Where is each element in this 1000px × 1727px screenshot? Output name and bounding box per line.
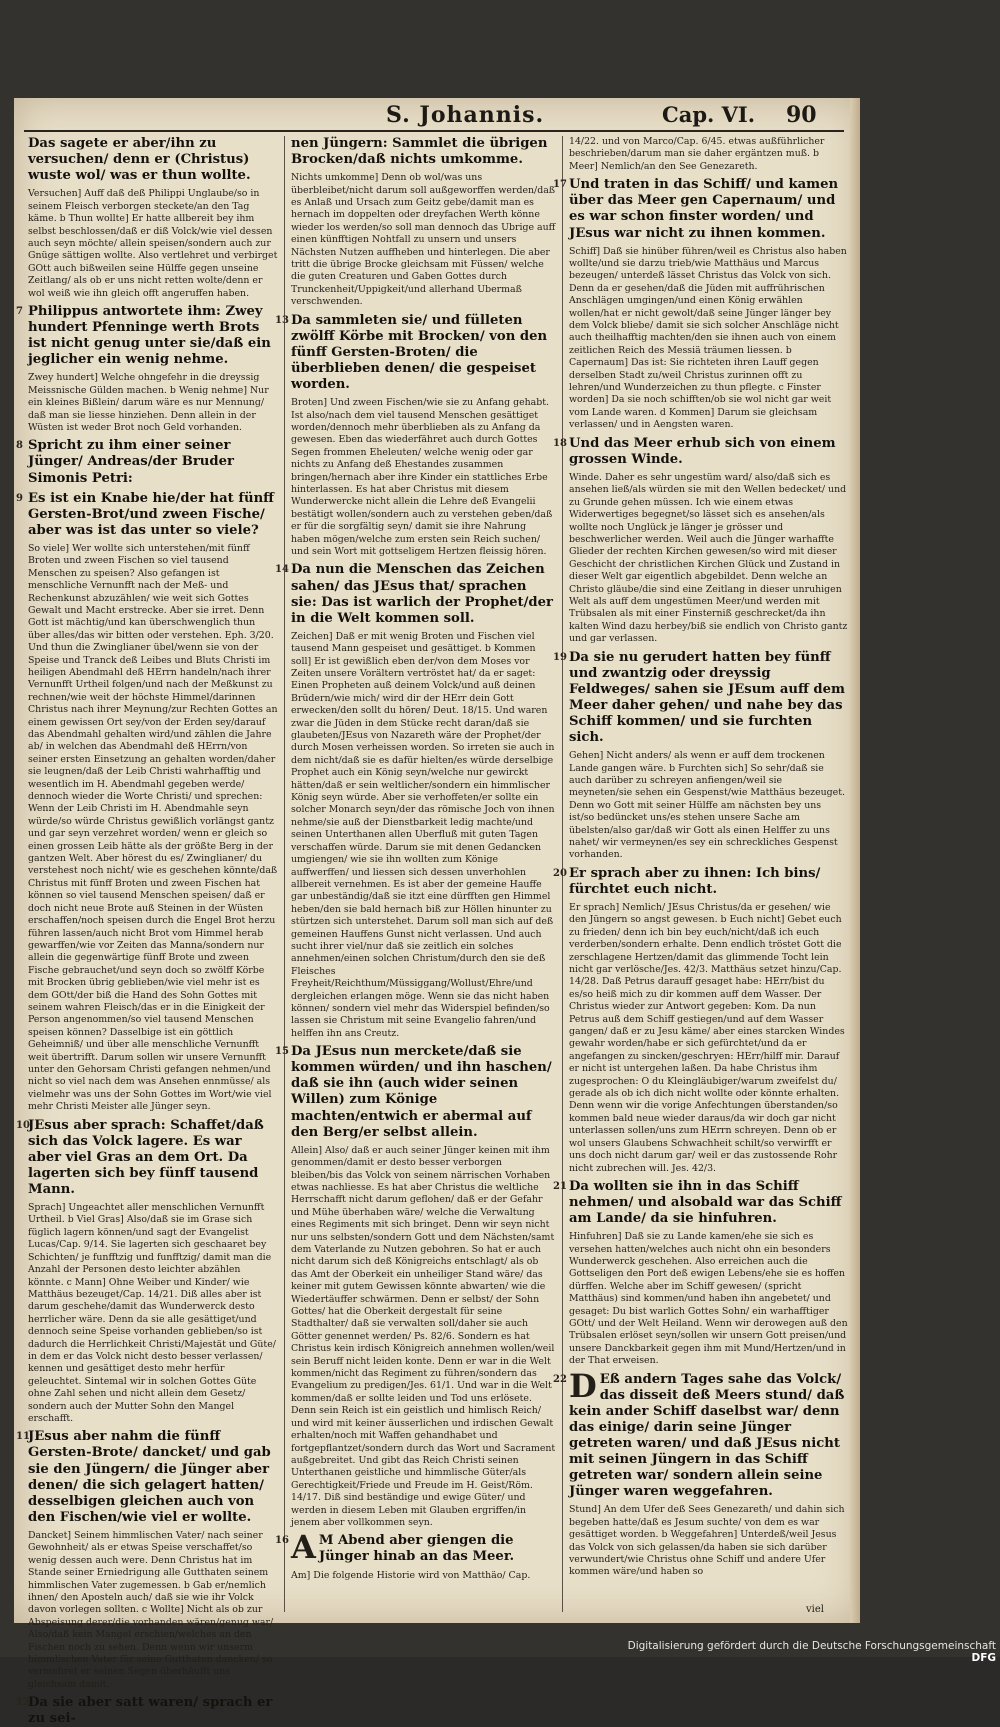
dfg-logo: DFG xyxy=(971,1652,996,1664)
gloss-text: Gehen] Nicht anders/ als wenn er auff dem trockenen Lande gangen wäre. b Furchten sich] So sehr/daß sie auch darüber zu schreyen anfiengen/weil sie meyneten/sie sehen ein Gespenst/wie Matthäus bezeuget. Denn wo Gott mit seiner Hülffe am nächsten bey uns ist/so bedüncket uns/es stehen unsere Sache am übelsten/also gar/daß wir Gott als einen Helffer zu uns nahet/ wir vermeynen/es sey ein schreckliches Gespenst vorhanden. xyxy=(569,750,845,861)
gloss-block xyxy=(28,1202,278,1425)
verse-block xyxy=(275,1044,556,1141)
verse-text: Das sagete er aber/ihn zu versuchen/ denn er (Christus) wuste wol/ was er thun wollte. xyxy=(28,136,251,184)
gloss-block xyxy=(569,1504,848,1578)
gloss-block xyxy=(291,631,556,1040)
gloss-block xyxy=(291,397,556,558)
gloss-text: Winde. Daher es sehr ungestüm ward/ also/daß sich es ansehen ließ/als würden sie mit den Wellen bedecket/ und zu Grunde gehen müssen. Ich wie einem etwas Widerwertiges begegnet/so lässet sich es ansehen/als wollte noch Unglück je länger je grösser und beschwerlicher werden. Weil auch die Jünger warhaffte Glieder der rechten Kirchen gewesen/so wird mit dieser Geschicht der christlichen Kirchen Glück und Zustand in dieser Welt gar eigentlich abgebildet. Denn welche an Christo gläube/die sind eine Zeitlang in dieser unruhigen Welt als auff dem ungestümen Meer/und werden mit Trübsalen als mit einer Finsterniß geschrecket/da ihn kalten Wind dazu herbey/biß sie endlich von Christo gantz und gar verlassen. xyxy=(569,471,848,645)
gloss-block xyxy=(291,1145,556,1530)
verse-number: 22 xyxy=(553,1373,567,1385)
running-title: S. Johannis. xyxy=(386,102,545,128)
gloss-block xyxy=(28,1530,278,1691)
verse-number: 11 xyxy=(16,1431,30,1443)
text-column-left xyxy=(16,136,278,1727)
gloss-block xyxy=(569,472,848,646)
gloss-block xyxy=(569,750,848,862)
verse-text: nen Jüngern: Sammlet die übrigen Brocken/daß nichts umkomme. xyxy=(291,136,548,168)
verse-text: M Abend aber giengen die Jünger hinab an das Meer. xyxy=(318,1533,515,1565)
verse-text: Da sammleten sie/ und fülleten zwölff Körbe mit Brocken/ von den fünff Gersten-Broten/ die überblieben denen/ die gespeiset worden. xyxy=(291,312,548,393)
verse-text: Spricht zu ihm einer seiner Jünger/ Andreas/der Bruder Simonis Petri: xyxy=(28,438,234,486)
verse-block xyxy=(275,312,556,393)
gloss-block xyxy=(569,136,848,173)
gloss-text: Broten] Und zween Fischen/wie sie zu Anfang gehabt. Ist also/nach dem viel tausend Menschen gesättiget worden/dennoch mehr überblieben als zu Anfang da gewesen. Eben das wiederfähret auch durch Gottes Segen frommen Eheleuten/ welche wenig oder gar nichts zu Anfang deß Ehestandes zusammen bringen/hernach aber ihre Kinder ein stattliches Erbe hinterlassen. Es hat aber Christus mit diesem Wunderwercke nicht allein die Lehre deß Evangelii bestätigt wollen/sondern auch zu verstehen geben/daß er für die sorgfältig seyn/ damit sie ihre Nahrung haben mögen/welche zum ersten sein Reich suchen/ und sein Wort mit gottseligem Hertzen fleissig hören. xyxy=(291,397,553,557)
verse-text: Und das Meer erhub sich von einem grossen Winde. xyxy=(569,435,836,467)
catchword: viel xyxy=(806,1604,824,1615)
verse-number: 13 xyxy=(275,314,289,326)
verse-number: 10 xyxy=(16,1119,30,1131)
verse-text: Und traten in das Schiff/ und kamen über das Meer gen Capernaum/ und es war schon finster worden/ und JEsus war nicht zu ihnen kommen. xyxy=(569,177,839,241)
gloss-text: Am] Die folgende Historie wird von Matthäo/ Cap. xyxy=(291,1569,531,1581)
gloss-block xyxy=(28,372,278,434)
verse-text: Es ist ein Knabe hie/der hat fünff Gersten-Brot/und zween Fische/ aber was ist das unter so viele? xyxy=(28,490,275,538)
text-column-middle xyxy=(275,136,556,1612)
drop-initial: A xyxy=(291,1528,316,1567)
verse-number: 8 xyxy=(16,440,23,452)
verse-block xyxy=(553,435,848,468)
verse-number: 19 xyxy=(553,651,567,663)
digitization-credit xyxy=(604,1640,996,1664)
verse-block xyxy=(553,1366,848,1501)
verse-number: 20 xyxy=(553,867,567,879)
verse-text: JEsus aber nahm die fünff Gersten-Brote/ dancket/ und gab sie den Jüngern/ die Jünger aber denen/ die sich gelagert hatten/ desselbigen gleichen auch von den Fischen/wie viel er wollte. xyxy=(28,1429,271,1525)
verse-number: 15 xyxy=(275,1046,289,1058)
verse-block xyxy=(275,1528,556,1567)
gloss-text: Nichts umkomme] Denn ob wol/was uns überbleibet/nicht darum soll außgeworffen werden/daß es Anlaß und Ursach zum Geitz gebe/damit man es hernach im doppelten oder dreyfachen Werth könne wieder los werden/so soll man dennoch das Ubrige auff einen künfftigen Nohtfall zu unsern und unsers Nächsten Nutzen auffheben und hinterlegen. Die aber tritt die übrige Brocke gleichsam mit Füssen/ welche die guten Creaturen und Gaben Gottes durch Trunckenheit/Uppigkeit/und allerhand Ubermaß verschwenden. xyxy=(291,172,556,308)
gloss-text: Schiff] Daß sie hinüber führen/weil es Christus also haben wollte/und sie darzu trieb/wie Matthäus und Marcus bezeugen/ unterdeß lässet Christus das Volck von sich. Denn da er gesehen/daß die Jüden mit auffrührischen Anschlägen umgingen/und einen König erwählen wollen/hat er nicht gewolt/daß seine Jünger länger bey dem Volck bliebe/ damit sie sich solcher Anschläge nicht auch theilhafftig machten/den sie ihnen auch von einem zeitlichen Reich des Messiä träumen liessen. b Capernaum] Das ist: Sie richteten ihren Lauff gegen derselben Stadt zu/weil Christus zurinnen offt zu lehren/und Wunderzeichen zu thun pflegte. c Finster worden] Da sie noch schifften/ob sie wol nicht gar weit vom Lande waren. d Kommen] Darum sie gleichsam verlassen/ und in Aengsten waren. xyxy=(569,245,847,431)
verse-text: Da sie aber satt waren/ sprach er zu sei- xyxy=(28,1695,273,1727)
verse-number: 17 xyxy=(553,179,567,191)
verse-block xyxy=(28,136,278,184)
gloss-text: Versuchen] Auff daß deß Philippi Unglaube/so in seinem Fleisch verborgen steckete/an den Tag käme. b Thun wollte] Er hatte allbereit bey ihm selbst beschlossen/daß er diß Volck/wie viel dessen auch seyn möchte/ allein speisen/sondern auch zur Gnüge sättigen wollte. Also vertlehret und verbirget GOtt auch bißweilen seine Hülffe gegen unseine Zeitlang/ als ob er uns nicht retten wolte/denn er wol weiß wie ihn gleich offt angeruffen haben. xyxy=(28,188,278,299)
verse-block xyxy=(553,177,848,241)
page-edge xyxy=(850,98,860,1623)
verse-text: Da nun die Menschen das Zeichen sahen/ das JEsus that/ sprachen sie: Das ist warlich der Prophet/der in die Welt kommen soll. xyxy=(291,562,553,626)
verse-number: 14 xyxy=(275,564,289,576)
gloss-block xyxy=(569,246,848,432)
verse-number: 12 xyxy=(16,1697,30,1709)
verse-block xyxy=(553,865,848,898)
verse-text: Philippus antwortete ihm: Zwey hundert Pfenninge werth Brots ist nicht genug unter sie/daß ein jeglicher ein wenig nehme. xyxy=(28,303,271,368)
verse-number: 18 xyxy=(553,437,567,449)
verse-block xyxy=(16,1695,278,1727)
verse-block xyxy=(16,1429,278,1526)
verse-block xyxy=(553,1178,848,1227)
gloss-block xyxy=(28,543,278,1114)
verse-text: Da wollten sie ihn in das Schiff nehmen/ und alsobald war das Schiff am Lande/ da sie hinfuhren. xyxy=(569,1178,842,1227)
verse-block xyxy=(16,303,278,368)
verse-block xyxy=(16,1117,278,1198)
verse-text: JEsus aber sprach: Schaffet/daß sich das Volck lagere. Es war aber viel Gras an dem Ort. Da lagerten sich bey fünff tausend Mann. xyxy=(28,1117,264,1197)
verse-number: 16 xyxy=(275,1535,289,1547)
verse-block xyxy=(275,562,556,626)
page-number: 90 xyxy=(786,102,817,128)
header-rule xyxy=(24,130,844,132)
gloss-block xyxy=(569,902,848,1175)
verse-number: 7 xyxy=(16,305,23,317)
credit-text: Digitalisierung gefördert durch die Deutsche Forschungsgemeinschaft xyxy=(627,1640,996,1652)
gloss-text: Zeichen] Daß er mit wenig Broten und Fischen viel tausend Mann gespeiset und gesättiget. b Kommen soll] Er ist gewißlich eben der/von dem Moses vor Zeiten unsere Vorältern vertröstet hat/ da er saget: Einen Propheten auß deinem Volck/und auß deinen Brüdern/wie mich/ wird dir der HErr dein Gott erwecken/den sollt du hören/ Deut. 18/15. Und waren zwar die Jüden in dem Stücke recht daran/daß sie glaubeten/JEsus von Nazareth wäre der Prophet/der durch Mosen verheissen worden. So irreten sie auch in dem nicht/daß sie es dafür hielten/es würde derselbige Prophet auch ein König seyn/welche nur gewirckt hätten/daß er sein weltlicher/sondern ein himmlischer König seyn würde. Aber sie verhoffeten/er sollte ein solcher Monarch seyn/der das römische Joch von ihnen nehme/sie auß der Dienstbarkeit ledig machte/und seinen Unterthanen allen Uberfluß mit guten Tagen verschaffen würde. Darum sie mit denen Gedancken umgiengen/ wie sie ihn wollten zum Könige auffwerffen/ und liessen sich dessen unverhohlen allbereit vernehmen. Es ist aber der gemeine Hauffe gar unbeständig/daß sie itzt eine dürfften gen Himmel heben/den sie bald hernach biß zur Höllen hinunter zu stürtzen sich unterstehet. Darum soll man sich auf deß gemeinen Hauffens Gunst nicht verlassen. Und auch sucht ihrer viel/nur daß sie zeitlich ein solches annehmen/einen solchen Christum/durch den sie deß Fleisches Freyheit/Reichthum/Müssiggang/Wollust/Ehre/und dergleichen erlangen möge. Wenn sie das nicht haben können/ sondern viel mehr das Widerspiel befinden/so lassen sie Christum mit seine Evangelio fahren/und helffen ihn ans Creutz. xyxy=(291,630,555,1039)
verse-text: Da sie nu gerudert hatten bey fünff und zwantzig oder dreyssig Feldweges/ sahen sie JEsum auff dem Meer daher gehen/ und nahe bey das Schiff kommen/ und sie furchten sich. xyxy=(569,649,845,746)
running-head xyxy=(14,98,860,132)
gloss-text: Stund] An dem Ufer deß Sees Genezareth/ und dahin sich begeben hatte/daß es Jesum suchte/ von dem es war gesättiget worden. b Weggefahren] Unterdeß/weil Jesus das Volck von sich gelassen/da haben sie sich darüber verwundert/wie Christus ohne Schiff und andere Ufer kommen wäre/und haben so xyxy=(569,1504,845,1578)
verse-number: 21 xyxy=(553,1180,567,1192)
text-column-right xyxy=(553,136,848,1612)
verse-number: 9 xyxy=(16,492,23,504)
verse-text: Eß andern Tages sahe das Volck/ das disseit deß Meers stund/ daß kein ander Schiff daselbst war/ denn das einige/ darin seine Jünger getreten waren/ und daß JEsus nicht mit seinen Jüngern in das Schiff getreten war/ sondern allein seine Jünger waren weggefahren. xyxy=(569,1371,845,1500)
verse-text: Er sprach aber zu ihnen: Ich bins/ fürchtet euch nicht. xyxy=(569,865,821,897)
gloss-block xyxy=(291,172,556,308)
gloss-text: 14/22. und von Marco/Cap. 6/45. etwas außführlicher beschrieben/darum man sie daher ergäntzen muß. b Meer] Nemlich/an den See Genezareth. xyxy=(569,136,825,172)
gloss-block xyxy=(569,1231,848,1367)
gloss-text: Allein] Also/ daß er auch seiner Jünger keinen mit ihm genommen/damit er desto besser verborgen bleiben/bis das Volck von seinem närrischen Vorhaben etwas nachliesse. Es hat aber Christus die weltliche Herrschafft nicht darum geflohen/ daß er der Gefahr und Mühe überhaben wäre/ welche die Verwaltung eines Regiments mit sich bringet. Denn wir seyn nicht nur uns selbsten/sondern Gott und dem Nächsten/samt dem Vaterlande zu Nutzen gebohren. So hat er auch nicht darum sich deß Königreichs entschlagt/ als ob das Amt der Oberkeit ein unheiliger Stand wäre/ das keiner mit gutem Gewissen könnte abwarten/ wie die Wiedertäuffer schwärmen. Denn er selbst/ der Sohn Gottes/ hat die Oberkeit dergestalt für seine Stadthalter/ daß sie verwalten soll/daher sie auch Götter genennet werden/ Ps. 82/6. Sondern es hat Christus kein irdisch Königreich annehmen wollen/weil sein Beruff nicht leiden konte. Denn er war in die Welt kommen/nicht das Regiment zu führen/sondern das Evangelium zu predigen/Jes. 61/1. Und war in die Welt kommen/daß er sollte leiden und Tod uns erlösete. Denn sein Reich ist ein geistlich und himlisch Reich/ und wird mit keiner äusserlichen und irdischen Gewalt erhalten/noch mit Waffen gehandhabet und fortgepflantzet/sondern durch das Wort und Sacrament außgebreitet. Und gibt das Reich Christi seinen Unterthanen geistliche und himmlische Güter/als Gerechtigkeit/Friede und Freude im H. Geist/Röm. 14/17. Diß sind beständige und ewige Güter/ und werden in diesem Leben mit Glauben ergriffen/in jenem aber vollkommen seyn. xyxy=(291,1144,556,1528)
verse-block xyxy=(16,490,278,539)
gloss-text: So viele] Wer wollte sich unterstehen/mit fünff Broten und zween Fischen so viel tausend Menschen zu speisen? Also gefangen ist menschliche Vernunfft nach der Meß- und Rechenkunst abzuzählen/ wie weit sich Gottes Gewalt und Macht erstrecke. Aber sie irret. Denn Gott ist mächtig/und kan überschwenglich thun über alles/das wir bitten oder verstehen. Eph. 3/20. Und thun die Zwinglianer übel/wenn sie von der Speise und Tranck deß Leibes und Bluts Christi im heiligen Abendmahl deß HErrn handeln/nach ihrer Vernunfft Urtheil folgen/und nach der Meßkunst zu rechnen/wie weit der höchste Himmel/darinnen Christus nach ihrer Meynung/zur Rechten Gottes an einem gewissen Ort sey/von der Erden sey/darauf das Abendmahl gehalten wird/und zählen die Jahre ab/ in welchen das Abendmahl deß HErrn/von seiner ersten Einsetzung an gehalten worden/daher sie leugnen/daß der Leib Christi wahrhafftig und wesentlich im H. Abendmahl gegeben werde/ dennoch wieder die Worte Christi/ und sprechen: Wenn der Leib Christi im H. Abendmahle seyn würde/so würde Christus gewißlich vorlängst gantz und gar seyn verzehret worden/ wenn er gleich so einen grossen Leib hätte als der größte Berg in der gantzen Welt. Aber hörest du es/ Zwinglianer/ du verstehest noch nicht/ wie es geschehen könnte/daß Christus mit fünff Broten und zween Fischen hat können so viel tausend Menschen speisen/ daß er doch nicht neue Brote auß Steinen in der Wüsten erschaffen/noch speisen durch die Engel Brot herzu führen lassen/auch nicht Brot vom Himmel herab gewarffen/wie vor Zeiten das Manna/sondern nur allein die gegenwärtige fünff Brote und zween Fische gebrauchet/und seyn doch so zwölff Körbe mit Brocken übrig geblieben/wie viel mehr ist es dem GOtt/der biß die Hand des Sohn Gottes mit seinem wahren Fleisch/das er in die Einigkeit der Person angenommen/so viel tausend Menschen speisen können? Dasselbige ist ein göttlich Geheimniß/ und über alle menschliche Vernunfft weit übertrifft. Darum sollen wir unsere Vernunfft unter den Gehorsam Christi gefangen nehmen/und nicht so viel nach dem was Ansehen ennmüsse/ als vielmehr was uns der Sohn Gottes im Wort/wie viel mehr Christi Meister alle Jünger seyn. xyxy=(28,542,278,1113)
verse-block xyxy=(16,438,278,486)
gloss-text: Sprach] Ungeachtet aller menschlichen Vernunfft Urtheil. b Viel Gras] Also/daß sie im Grase sich füglich lagern können/und sagt der Evangelist Lucas/Cap. 9/14. Sie lagerten sich geschaaret bey Schichten/ je funfftzig und funfftzig/ damit man die Anzahl der Personen desto leichter abzählen könnte. c Mann] Ohne Weiber und Kinder/ wie Matthäus bezeuget/Cap. 14/21. Diß alles aber ist darum geschehe/damit das Wunderwerck desto herrlicher wäre. Denn da sie alle gesättiget/und dennoch seine Speise vorhanden geblieben/so ist dadurch die Herrlichkeit Christi/Majestät und Güte/ in dem er das Volck nicht desto besser verlassen/ kennen und gesättiget desto mehr herfür geleuchtet. Sintemal wir in solchen Gottes Güte ohne Zahl sehen und nicht allein dem Gesetz/ sondern auch der Mutter Sohn den Mangel erschafft. xyxy=(28,1202,276,1424)
gloss-text: Hinfuhren] Daß sie zu Lande kamen/ehe sie sich es versehen hatten/welches auch nicht ohn ein besonders Wunderwerck geschehen. Also erreichen auch die Gottseligen den Port deß ewigen Lebens/ehe sie es hoffen dürffen. Welche aber im Schiff gewesen/ (spricht Matthäus) sind kommen/und haben ihn angebetet/ und gesaget: Du bist warlich Gottes Sohn/ ein warhafftiger GOtt/ und der Welt Heiland. Wenn wir derowegen auß den Trübsalen erlöset seyn/sollen wir unsern Gott preisen/und unsere Danckbarkeit gegen ihm mit Mund/Hertzen/und in der That erweisen. xyxy=(569,1231,848,1367)
gloss-text: Dancket] Seinem himmlischen Vater/ nach seiner Gewohnheit/ als er etwas Speise verschaffet/so wenig dessen auch were. Denn Christus hat im Stande seiner Erniedrigung alle Gutthaten seinem himmlischen Vater zugemessen. b Gab er/nemlich ihnen/ den Aposteln auch/ daß sie wie ihr Volck davon vorlegen sollten. c Wollte] Nicht als ob zur Abspeisung derer/die vorhanden wären/genug war/ Also/daß kein Mangel erschien/welches an den Fischen noch zu sehen. Denn wenn wir unserm himmlischen Vater für seine Gutthaten dancken/ so vermehret er seinen Segen überhäufft uns gleichsam damit. xyxy=(28,1529,274,1690)
gloss-text: Er sprach] Nemlich/ JEsus Christus/da er gesehen/ wie den Jüngern so angst gewesen. b Euch nicht] Gebet euch zu frieden/ denn ich bin bey euch/nicht/daß ich euch verderben/sondern erhalte. Denn endlich tröstet Gott die zerschlagene Hertzen/damit das glimmende Tocht lein nicht gar verlösche/Jes. 42/3. Matthäus setzet hinzu/Cap. 14/28. Daß Petrus darauff gesaget habe: HErr/bist du es/so heiß mich zu dir kommen auff dem Wasser. Der Christus wieder zur Antwort gegeben: Kom. Da nun Petrus auß dem Schiff gestiegen/und auf dem Wasser gangen/ daß er zu Jesu käme/ aber eines starcken Windes gewahr worden/habe er sich gefürchtet/und da er angefangen zu sincken/geschryen: HErr/hilff mir. Darauf er nicht ist untergehen laßen. Da habe Christus ihm zugesprochen: O du Kleingläubiger/warum zweifelst du/ gerade als ob ich dich nicht wollte oder könnte erhalten. Denn wenn wir die vorige Anfechtungen überstanden/so kommen bald neue wieder daraus/da wir doch gar nicht unterlassen sollen/uns zum HErrn schreyen. Denn ob er wol unsers Glaubens Schwachheit schilt/so verwirfft er uns doch nicht darum gar/ weil er das zustossende Rohr nicht zubrechen will. Jes. 42/3. xyxy=(569,901,845,1174)
gloss-block xyxy=(291,1570,556,1582)
chapter-label: Cap. VI. xyxy=(662,102,756,127)
verse-block xyxy=(291,136,556,168)
gloss-block xyxy=(28,188,278,300)
gloss-text: Zwey hundert] Welche ohngefehr in die dreyssig Meissnische Gülden machen. b Wenig nehme] Nur ein kleines Bißlein/ darum wäre es nur Mennung/ daß man sie liesse hinziehen. Denn allein in der Wüsten ist weder Brot noch Geld vorhanden. xyxy=(28,372,269,433)
verse-text: Da JEsus nun merckete/daß sie kommen würden/ und ihn haschen/ daß sie ihn (auch wider seinen Willen) zum Könige machten/entwich er abermal auf den Berg/er selbst allein. xyxy=(291,1044,552,1140)
verse-block xyxy=(553,649,848,747)
drop-initial: D xyxy=(569,1366,597,1405)
